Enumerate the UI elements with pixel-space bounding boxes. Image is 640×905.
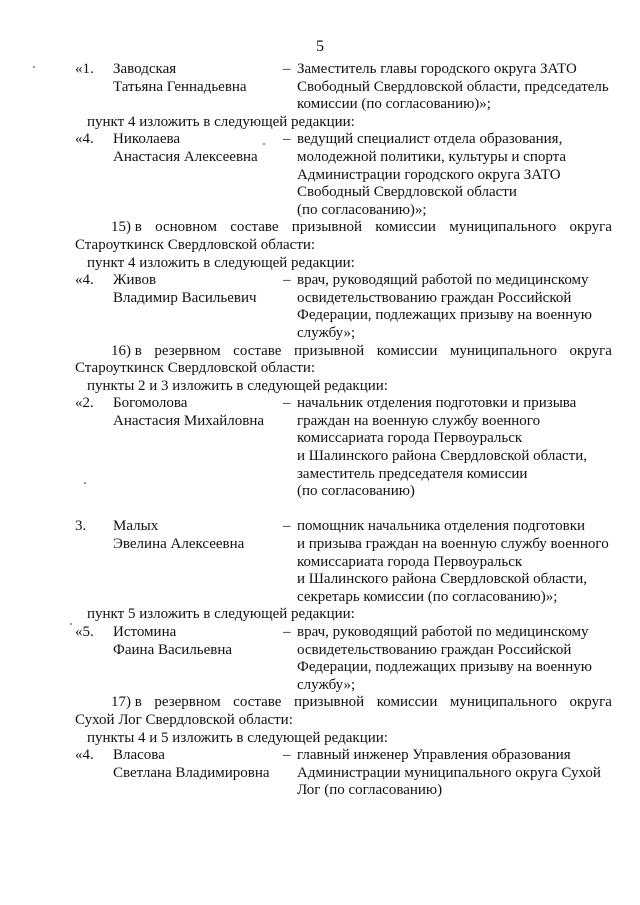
word: составе — [233, 694, 282, 711]
section-paragraph — [75, 219, 612, 254]
section-paragraph-second-line: Староуткинск Свердловской области: — [75, 236, 316, 253]
section-paragraph — [75, 343, 612, 378]
word: округа — [569, 342, 612, 359]
entry-number: «4. — [75, 131, 94, 148]
amendment-instruction: пункт 4 изложить в следующей редакции: — [87, 254, 355, 271]
member-position-line: комиссариата города Первоуральск — [297, 430, 523, 447]
member-position — [297, 624, 612, 694]
amendment-instruction: пункты 2 и 3 изложить в следующей редакции: — [87, 377, 388, 394]
member-position-line: Администрации муниципального округа Сухой — [297, 764, 601, 781]
member-name-line: Богомолова — [113, 395, 188, 412]
member-position-line: службу»; — [297, 676, 356, 693]
entry-dash: – — [283, 395, 291, 412]
member-position-line: комиссии (по согласованию)»; — [297, 96, 491, 113]
word: составе — [233, 342, 282, 359]
member-position-line: комиссариата города Первоуральск — [297, 553, 523, 570]
member-position-line: Свободный Свердловской области — [297, 184, 517, 201]
scan-speck — [33, 66, 35, 68]
member-entry — [75, 747, 612, 800]
member-entry — [75, 518, 612, 606]
member-position-line: (по согласованию) — [297, 483, 415, 500]
member-name — [113, 131, 283, 219]
member-name-line: Живов — [113, 272, 157, 289]
scan-speck — [70, 623, 72, 625]
member-position-line: Лог (по согласованию) — [297, 782, 443, 799]
entry-number: «5. — [75, 624, 94, 640]
word: 17) в — [111, 694, 142, 711]
member-position-line: молодежной политики, культуры и спорта — [297, 148, 567, 165]
word: призывной — [293, 342, 365, 359]
member-name — [113, 61, 283, 114]
member-name-line: Светлана Владимировна — [113, 764, 270, 781]
member-position-line: ведущий специалист отдела образования, — [297, 131, 563, 148]
member-position-line: и Шалинского района Свердловской области, — [297, 571, 587, 588]
member-name — [113, 624, 283, 694]
word: комиссии — [376, 694, 438, 711]
member-position — [297, 61, 612, 114]
member-position-line: граждан на военную службу военного — [297, 412, 541, 429]
entry-dash: – — [283, 518, 291, 535]
member-name-line: Эвелина Алексеевна — [113, 536, 245, 553]
word: резервном — [154, 342, 221, 359]
member-position-line: помощник начальника отделения подготовки — [297, 518, 586, 535]
member-name — [113, 518, 283, 606]
member-position — [297, 747, 612, 800]
page-number: 5 — [316, 38, 324, 55]
member-name-line: Владимир Васильевич — [113, 289, 257, 306]
member-entry — [75, 61, 612, 114]
member-position-line: освидетельствованию граждан Российской — [297, 641, 572, 658]
word: основном — [155, 219, 217, 236]
member-position-line: врач, руководящий работой по медицинскому — [297, 624, 589, 640]
member-name-line: Фаина Васильевна — [113, 641, 233, 658]
document-body — [75, 61, 612, 800]
entry-dash: – — [283, 747, 291, 764]
entry-number: «2. — [75, 395, 94, 412]
spacer — [75, 501, 612, 519]
member-position-line: (по согласованию)»; — [297, 201, 427, 218]
section-paragraph — [75, 694, 612, 729]
member-position-line: секретарь комиссии (по согласованию)»; — [297, 588, 558, 605]
member-entry — [75, 272, 612, 342]
amendment-instruction: пункты 4 и 5 изложить в следующей редакции: — [87, 729, 388, 746]
word: 15) в — [111, 219, 142, 236]
word: муниципального — [449, 694, 557, 711]
word: резервном — [154, 694, 221, 711]
member-name-line: Татьяна Геннадьевна — [113, 78, 247, 95]
section-paragraph-second-line: Сухой Лог Свердловской области: — [75, 711, 293, 728]
entry-dash: – — [283, 272, 291, 289]
scan-speck — [84, 482, 86, 484]
entry-dash: – — [283, 61, 291, 77]
member-position-line: начальник отделения подготовки и призыва — [297, 395, 577, 412]
member-name-line: Анастасия Михайловна — [113, 412, 265, 429]
word: 16) в — [111, 342, 142, 359]
word: муниципального — [449, 342, 557, 359]
member-position — [297, 518, 612, 606]
member-position-line: службу»; — [297, 324, 356, 341]
amendment-instruction: пункт 4 изложить в следующей редакции: — [87, 113, 355, 130]
member-entry — [75, 395, 612, 501]
word: муниципального — [449, 219, 557, 236]
member-position-line: и призыва граждан на военную службу военного — [297, 536, 609, 553]
member-position-line: Федерации, подлежащих призыву на военную — [297, 659, 592, 676]
member-position-line: главный инженер Управления образования — [297, 747, 571, 764]
entry-number: 3. — [75, 518, 87, 535]
entry-number: «4. — [75, 272, 94, 289]
member-name-line: Малых — [113, 518, 159, 535]
member-position-line: Заместитель главы городского округа ЗАТО — [297, 61, 577, 77]
member-name-line: Заводская — [113, 61, 177, 77]
member-name-line: Истомина — [113, 624, 177, 640]
word: составе — [230, 219, 279, 236]
member-name-line: Власова — [113, 747, 165, 764]
entry-number: «1. — [75, 61, 94, 77]
entry-dash: – — [283, 624, 291, 640]
member-name — [113, 747, 283, 800]
word: округа — [569, 219, 612, 236]
entry-dash: – — [283, 131, 291, 148]
member-position-line: врач, руководящий работой по медицинскому — [297, 272, 589, 289]
amendment-instruction: пункт 5 изложить в следующей редакции: — [87, 606, 355, 623]
scan-speck — [263, 143, 265, 145]
member-position-line: Администрации городского округа ЗАТО — [297, 166, 561, 183]
section-paragraph-first-line — [75, 343, 612, 361]
member-name — [113, 272, 283, 342]
member-entry — [75, 624, 612, 694]
member-entry — [75, 131, 612, 219]
member-position-line: заместитель председателя комиссии — [297, 465, 528, 482]
member-position-line: освидетельствованию граждан Российской — [297, 289, 572, 306]
section-paragraph-first-line — [75, 219, 612, 237]
member-position-line: Свободный Свердловской области, председатель — [297, 78, 609, 95]
word: призывной — [291, 219, 362, 236]
member-name-line: Анастасия Алексеевна — [113, 148, 258, 165]
section-paragraph-first-line — [75, 694, 612, 712]
section-paragraph-second-line: Староуткинск Свердловской области: — [75, 360, 316, 377]
entry-number: «4. — [75, 747, 94, 764]
member-position-line: Федерации, подлежащих призыву на военную — [297, 307, 592, 324]
word: комиссии — [375, 219, 436, 236]
member-position — [297, 272, 612, 342]
member-name — [113, 395, 283, 501]
member-position — [297, 131, 612, 219]
member-position — [297, 395, 612, 501]
word: призывной — [293, 694, 365, 711]
word: округа — [569, 694, 612, 711]
member-name-line: Николаева — [113, 131, 181, 148]
word: комиссии — [376, 342, 438, 359]
member-position-line: и Шалинского района Свердловской области, — [297, 448, 587, 465]
